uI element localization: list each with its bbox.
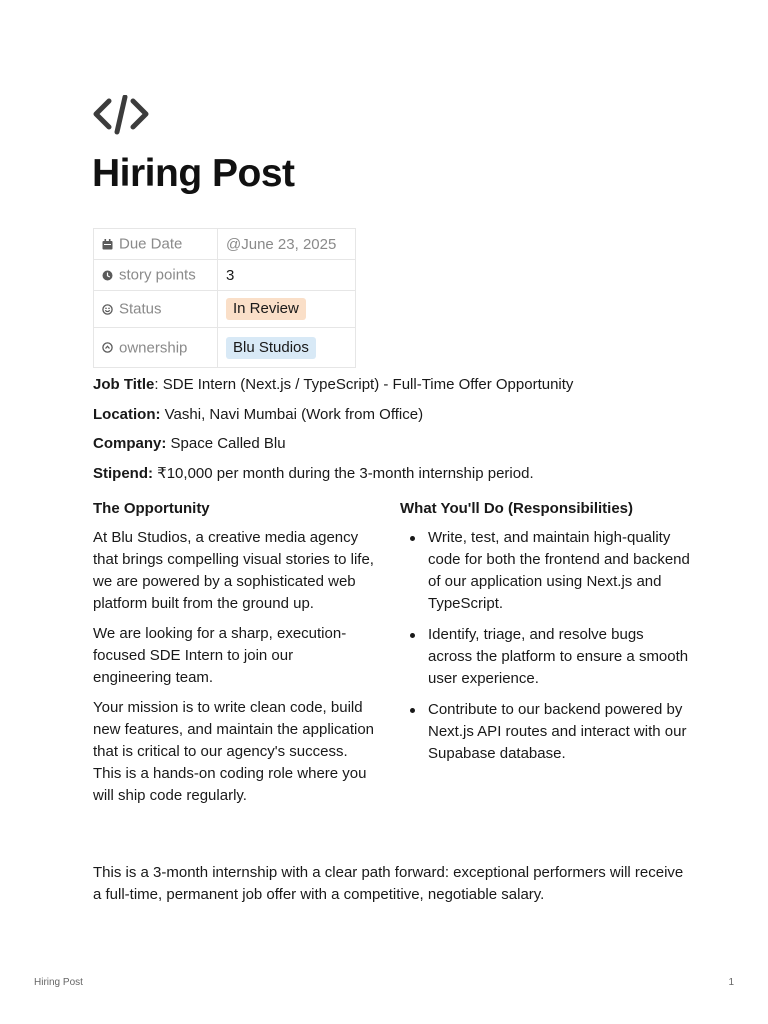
field-separator: :: [154, 376, 159, 393]
field-value: Vashi, Navi Mumbai (Work from Office): [160, 405, 424, 423]
property-label: story points: [119, 266, 196, 284]
closing-paragraph: This is a 3-month internship with a clear path forward: exceptional performers will receive a full-time, permanent job offer with a competitive, negotiable salary.: [93, 864, 684, 903]
property-label: Due Date: [119, 235, 183, 253]
page-number: 1: [728, 977, 734, 988]
opportunity-column: [93, 499, 375, 815]
due-date-value[interactable]: @June 23, 2025: [218, 229, 356, 260]
field-label: Job Title: [93, 376, 155, 393]
story-points-value[interactable]: 3: [218, 260, 356, 291]
property-row-status: [94, 291, 356, 328]
page-title: Hiring Post: [92, 152, 295, 195]
responsibilities-heading: What You'll Do (Responsibilities): [400, 500, 634, 517]
field-label: Location:: [93, 405, 161, 423]
paragraph: We are looking for a sharp, execution-focused SDE Intern to join our engineering team.: [93, 625, 347, 686]
paragraph: At Blu Studios, a creative media agency that brings compelling visual stories to life, we are powered by a sophisticated web platform built from the ground up.: [93, 529, 374, 612]
job-details: [93, 375, 573, 493]
ownership-icon: [102, 340, 113, 357]
field-value: ₹10,000 per month during the 3-month internship period.: [153, 464, 534, 482]
status-badge[interactable]: In Review: [226, 298, 306, 320]
list-item: Identify, triage, and resolve bugs across the platform to ensure a smooth user experience.: [400, 624, 690, 690]
property-label: Status: [119, 300, 162, 318]
properties-table: [93, 228, 356, 368]
status-icon: [102, 302, 113, 319]
clock-icon: [102, 268, 113, 285]
opportunity-heading: The Opportunity: [93, 500, 210, 517]
list-item: Contribute to our backend powered by Next.js API routes and interact with our Supabase database.: [400, 699, 690, 765]
calendar-icon: [102, 237, 113, 254]
job-title-field: [93, 375, 573, 405]
property-row-story-points: [94, 260, 356, 291]
stipend-field: [93, 464, 573, 494]
location-field: [93, 405, 573, 435]
ownership-badge[interactable]: Blu Studios: [226, 337, 316, 359]
list-item: Write, test, and maintain high-quality code for both the frontend and backend of our application using Next.js and TypeScript.: [400, 527, 690, 615]
paragraph: Your mission is to write clean code, build new features, and maintain the application that is critical to our agency's success. This is a hands-on coding role where you will ship code regularly.: [93, 699, 375, 804]
property-row-due-date: [94, 229, 356, 260]
responsibilities-list: [400, 527, 690, 765]
footer-title: Hiring Post: [34, 977, 83, 988]
property-row-ownership: [94, 328, 356, 368]
property-label: ownership: [119, 339, 188, 357]
company-field: [93, 434, 573, 464]
field-value: SDE Intern (Next.js / TypeScript) - Full-Time Offer Opportunity: [158, 376, 574, 393]
responsibilities-column: [400, 499, 690, 774]
code-brackets-icon: [93, 95, 151, 135]
field-label: Stipend:: [93, 464, 153, 482]
field-label: Company:: [93, 435, 167, 452]
field-value: Space Called Blu: [166, 435, 286, 452]
